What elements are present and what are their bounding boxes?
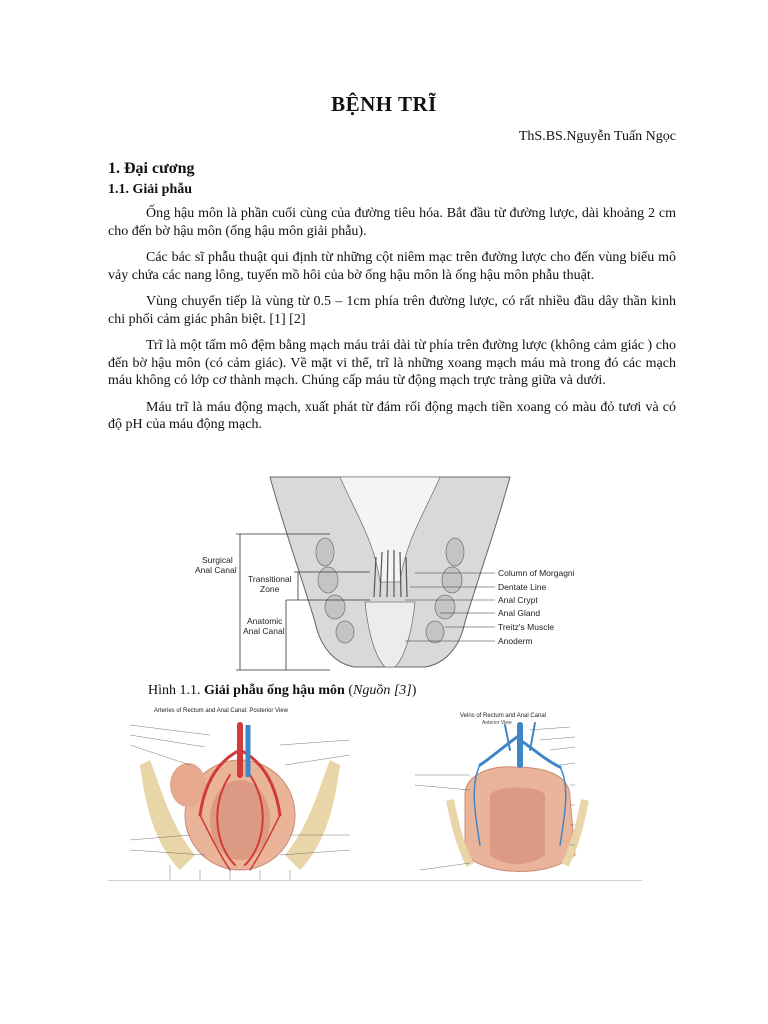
document-title: BỆNH TRĨ [331,92,437,116]
figure-bottom-rule [108,880,642,881]
caption-bold: Giải phẫu ống hậu môn [204,683,345,698]
label-surgical-2: Anal Canal [195,565,237,575]
paragraph-5: Máu trĩ là máu động mạch, xuất phát từ đám rối động mạch tiền xoang có màu đỏ tươi và có độ pH của máu động mạch. [108,399,676,432]
body-text [108,205,676,443]
veins-subtitle: Anterior View [482,720,512,726]
label-anoderm: Anoderm [498,636,533,646]
veins-illustration [410,705,642,881]
label-dentate-line: Dentate Line [498,582,547,592]
label-transitional-1: Transitional [248,574,292,584]
figure-caption: Hình 1.1. Giải phẫu ống hậu môn (Nguồn [3]) [148,683,417,698]
label-anatomic-2: Anal Canal [243,626,285,636]
paragraph-1: Ống hậu môn là phần cuối cùng của đường tiêu hóa. Bắt đầu từ đường lược, dài khoảng 2 cm cho đến bờ hậu môn (ống hậu môn giải phẫu). [108,206,676,239]
paragraph-2: Các bác sĩ phẫu thuật qui định từ những cột niêm mạc trên đường lược cho đến vùng biểu mô vảy chứa các nang lông, tuyến mồ hôi của bờ ống hậu môn là ống hậu môn phẫu thuật. [108,250,676,283]
arteries-title: Arteries of Rectum and Anal Canal: Posterior View [154,708,288,714]
label-anatomic-1: Anatomic [247,616,283,626]
arteries-illustration [110,705,372,881]
label-transitional-2: Zone [260,584,280,594]
section-heading: 1. Đại cương [108,160,195,177]
caption-source: Nguồn [3] [353,683,412,698]
label-anal-gland: Anal Gland [498,608,541,618]
subsection-heading: 1.1. Giải phẫu [108,182,193,197]
label-column-of-morgagni: Column of Morgagni [498,568,575,578]
paragraph-3: Vùng chuyển tiếp là vùng từ 0.5 – 1cm phía trên đường lược, có rất nhiều đầu dây thần kinh chi phối cảm giác phân biệt. [1] [2] [108,294,676,327]
anal-canal-illustration [190,472,590,672]
author-line: ThS.BS.Nguyễn Tuấn Ngọc [518,129,676,144]
paragraph-4: Trĩ là một tấm mô đệm bằng mạch máu trải dài từ phía trên đường lược (không cảm giác ) cho đến bờ hậu môn (có cảm giác). Về mặt vi thể, trĩ là những xoang mạch máu mà trong đó các mạch máu không có lớp cơ thành mạch. Chúng cấp máu từ động mạch trực tràng giữa và dưới. [108,338,676,388]
label-treitz-muscle: Treitz's Muscle [498,622,555,632]
veins-title: Veins of Rectum and Anal Canal [460,713,547,719]
label-surgical-1: Surgical [202,555,233,565]
label-anal-crypt: Anal Crypt [498,595,538,605]
